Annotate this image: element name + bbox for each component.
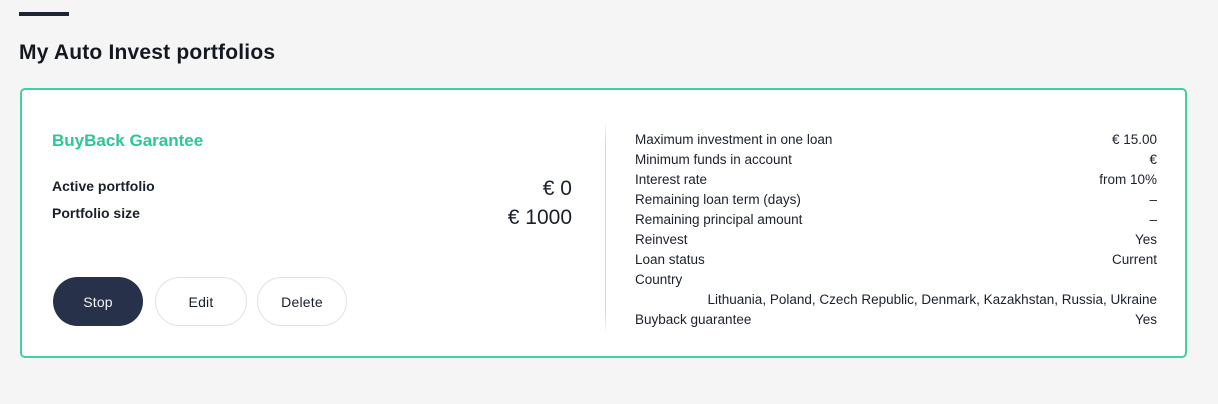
detail-row-country: [635, 270, 1157, 290]
detail-value: –: [1149, 212, 1157, 227]
detail-value: Yes: [1134, 232, 1157, 247]
detail-label: Interest rate: [635, 172, 708, 187]
detail-label: Minimum funds in account: [635, 152, 792, 167]
detail-label: Remaining loan term (days): [635, 192, 801, 207]
detail-row-loan-status: [635, 250, 1157, 270]
portfolio-size-value: € 1000: [507, 206, 572, 229]
detail-value: Current: [1111, 252, 1157, 267]
detail-row-interest-rate: [635, 170, 1157, 190]
detail-row-max-investment: [635, 130, 1157, 150]
detail-value: Yes: [1134, 312, 1157, 327]
detail-row-min-funds: [635, 150, 1157, 170]
detail-label: Remaining principal amount: [635, 212, 803, 227]
detail-value: from 10%: [1099, 172, 1157, 187]
delete-button[interactable]: Delete: [257, 277, 347, 326]
detail-row-principal-amount: [635, 210, 1157, 230]
section-accent-bar: [19, 12, 69, 16]
portfolio-card: [20, 88, 1187, 358]
detail-row-loan-term: [635, 190, 1157, 210]
active-portfolio-label: Active portfolio: [52, 178, 155, 194]
portfolio-details-list: [635, 130, 1157, 330]
page-title: My Auto Invest portfolios: [19, 41, 276, 64]
detail-label: Buyback guarantee: [635, 312, 752, 327]
detail-label: Country: [635, 272, 683, 287]
country-values: Lithuania, Poland, Czech Republic, Denmark, Kazakhstan, Russia, Ukraine: [707, 292, 1157, 307]
portfolio-size-label: Portfolio size: [52, 205, 140, 221]
detail-row-buyback-guarantee: [635, 310, 1157, 330]
detail-label: Loan status: [635, 252, 705, 267]
detail-label: Maximum investment in one loan: [635, 132, 833, 147]
portfolio-name-link[interactable]: BuyBack Garantee: [52, 131, 204, 150]
detail-row-reinvest: [635, 230, 1157, 250]
detail-value: € 15.00: [1111, 132, 1157, 147]
stop-button[interactable]: Stop: [53, 277, 143, 326]
detail-value: €: [1149, 152, 1157, 167]
detail-value: –: [1149, 192, 1157, 207]
details-divider: [605, 120, 606, 334]
edit-button[interactable]: Edit: [155, 277, 247, 326]
detail-label: Reinvest: [635, 232, 688, 247]
active-portfolio-value: € 0: [542, 177, 572, 200]
